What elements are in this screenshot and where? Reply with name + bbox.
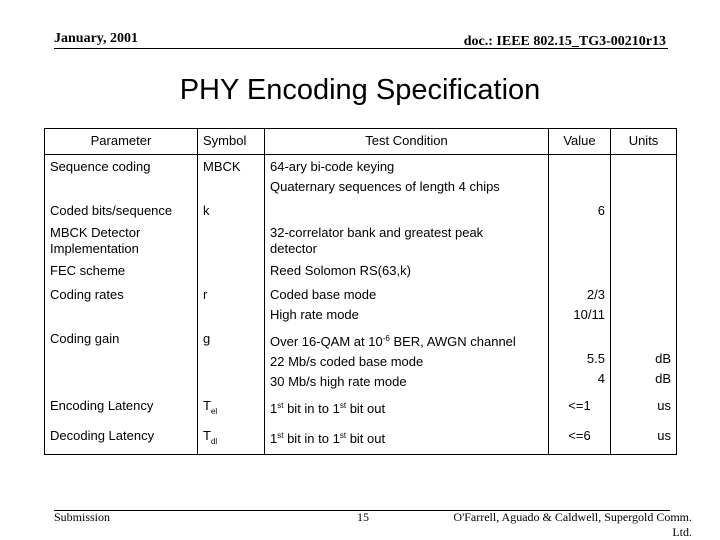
- condition-line: 22 Mb/s coded base mode: [270, 354, 424, 369]
- condition-line: [270, 329, 543, 352]
- slide-title: PHY Encoding Specification: [179, 74, 541, 106]
- header-rule: [54, 48, 668, 49]
- condition-text: bit out: [346, 431, 386, 446]
- symbol-cell: r: [198, 283, 265, 327]
- value-line: 4: [597, 371, 605, 386]
- param-line: Implementation: [50, 241, 139, 256]
- value-cell: [549, 327, 611, 394]
- units-cell: [611, 259, 677, 283]
- symbol-subscript: dl: [210, 437, 218, 446]
- header-value: Value: [549, 129, 611, 155]
- exponent: -6: [382, 334, 390, 343]
- condition-text: bit in to 1: [283, 401, 340, 416]
- units-cell: [611, 283, 677, 327]
- condition-line: Coded base mode: [270, 287, 377, 302]
- condition-cell: [265, 327, 549, 394]
- value-line: 2/3: [586, 287, 605, 302]
- condition-cell: Reed Solomon RS(63,k): [265, 259, 549, 283]
- symbol-cell: MBCK: [198, 155, 265, 200]
- condition-cell: [265, 283, 549, 327]
- ordinal-suffix: st: [277, 401, 284, 410]
- symbol-cell: k: [198, 199, 265, 223]
- condition-line: 32-correlator bank and greatest peak: [270, 225, 484, 240]
- condition-text: 1: [270, 401, 278, 416]
- footer-page-number: 15: [357, 510, 369, 524]
- table-row: [45, 259, 677, 283]
- param-cell: FEC scheme: [45, 259, 198, 283]
- condition-text: BER, AWGN channel: [389, 334, 516, 349]
- units-cell: [611, 327, 677, 394]
- footer-authors-line: O'Farrell, Aguado & Caldwell, Supergold Comm.: [453, 510, 692, 524]
- value-cell: [549, 283, 611, 327]
- value-cell: [549, 223, 611, 259]
- symbol-cell: [198, 424, 265, 455]
- symbol-cell: g: [198, 327, 265, 394]
- symbol-cell: [198, 259, 265, 283]
- table-row: [45, 327, 677, 394]
- condition-cell: [265, 223, 549, 259]
- spec-table: [44, 128, 677, 455]
- condition-line: High rate mode: [270, 307, 359, 322]
- condition-cell: [265, 199, 549, 223]
- header-symbol: Symbol: [198, 129, 265, 155]
- param-cell: Decoding Latency: [45, 424, 198, 455]
- param-cell: [45, 223, 198, 259]
- value-cell: 6: [549, 199, 611, 223]
- header-units: Units: [611, 129, 677, 155]
- value-cell: <=1: [549, 394, 611, 424]
- table-row: [45, 424, 677, 455]
- param-cell: Sequence coding: [45, 155, 198, 200]
- value-line: 10/11: [573, 307, 605, 322]
- condition-line: 30 Mb/s high rate mode: [270, 374, 407, 389]
- condition-cell: [265, 394, 549, 424]
- units-cell: us: [611, 424, 677, 455]
- units-line: dB: [655, 371, 671, 386]
- table-row: [45, 199, 677, 223]
- table-row: [45, 394, 677, 424]
- footer-submission: Submission: [54, 510, 111, 524]
- condition-text: bit out: [346, 401, 386, 416]
- value-cell: [549, 259, 611, 283]
- ordinal-suffix: st: [339, 401, 347, 410]
- value-line: 5.5: [586, 351, 605, 366]
- table-row: [45, 283, 677, 327]
- condition-text: 1: [270, 431, 278, 446]
- units-cell: [611, 155, 677, 200]
- footer-authors: [422, 510, 692, 540]
- header-date: January, 2001: [54, 31, 139, 46]
- condition-line: detector: [270, 241, 317, 256]
- symbol-base: T: [203, 428, 211, 443]
- param-cell: Coding gain: [45, 327, 198, 394]
- table-row: [45, 223, 677, 259]
- units-cell: [611, 199, 677, 223]
- table-row: [45, 155, 677, 200]
- ordinal-suffix: st: [339, 431, 347, 440]
- symbol-subscript: el: [210, 407, 218, 416]
- param-cell: Coded bits/sequence: [45, 199, 198, 223]
- condition-line: 64-ary bi-code keying: [270, 159, 395, 174]
- header-test-condition: Test Condition: [265, 129, 549, 155]
- ordinal-suffix: st: [277, 431, 284, 440]
- symbol-cell: [198, 223, 265, 259]
- param-cell: Coding rates: [45, 283, 198, 327]
- units-cell: us: [611, 394, 677, 424]
- header-parameter: Parameter: [45, 129, 198, 155]
- table-header-row: [45, 129, 677, 155]
- condition-line: Quaternary sequences of length 4 chips: [270, 179, 500, 194]
- param-line: MBCK Detector: [50, 225, 141, 240]
- condition-text: Over 16-QAM at 10: [270, 334, 383, 349]
- condition-cell: [265, 155, 549, 200]
- condition-text: bit in to 1: [283, 431, 340, 446]
- footer-authors-line: Ltd.: [672, 525, 692, 539]
- units-line: dB: [655, 351, 671, 366]
- symbol-cell: [198, 394, 265, 424]
- units-cell: [611, 223, 677, 259]
- header-doc-id: doc.: IEEE 802.15_TG3-00210r13: [463, 34, 666, 49]
- param-cell: Encoding Latency: [45, 394, 198, 424]
- symbol-base: T: [203, 398, 211, 413]
- value-cell: [549, 155, 611, 200]
- condition-cell: [265, 424, 549, 455]
- value-cell: <=6: [549, 424, 611, 455]
